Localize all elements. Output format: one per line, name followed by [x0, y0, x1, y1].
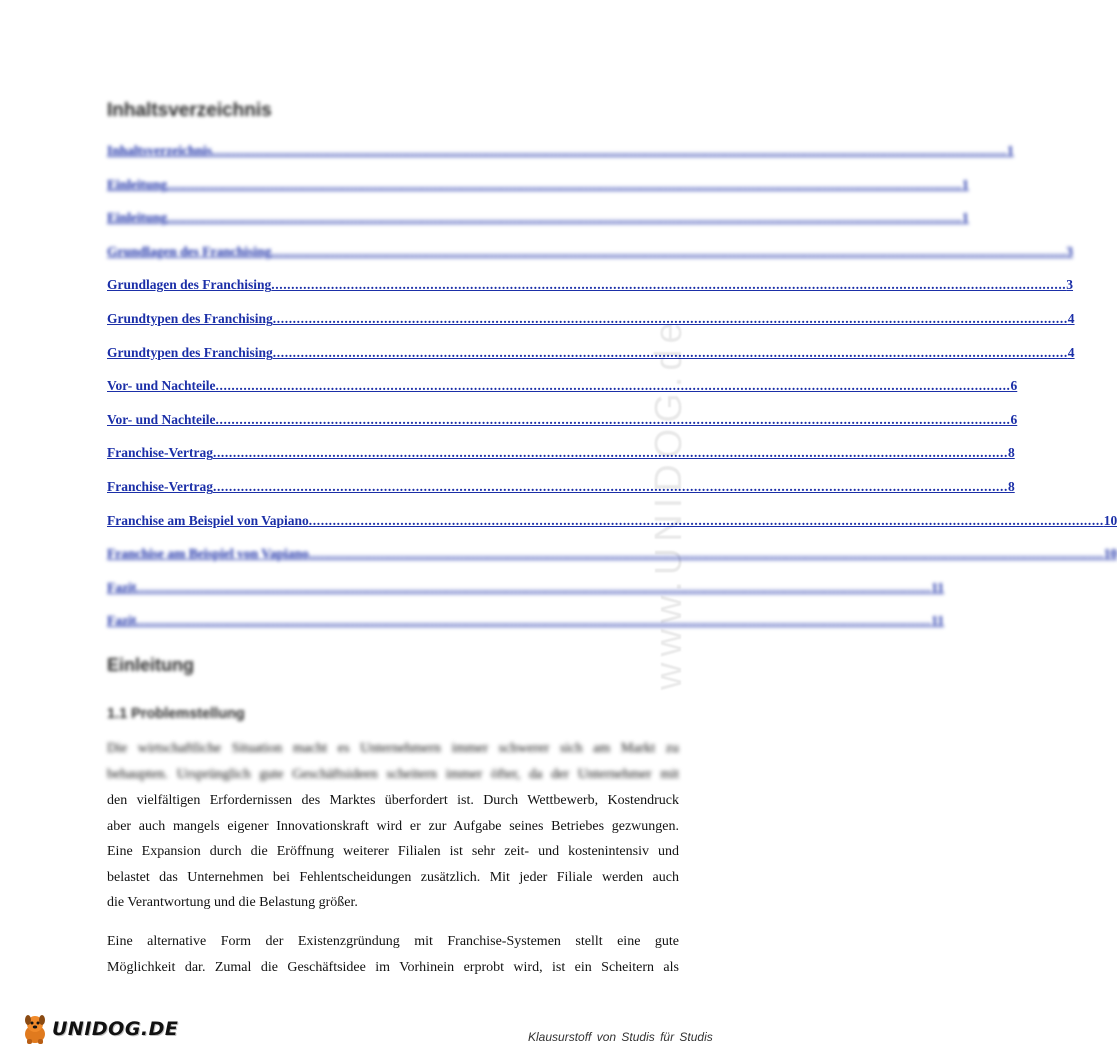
paragraph-1-blurred: [107, 736, 679, 787]
toc-entry-page: 3: [1066, 277, 1074, 293]
toc-leader-dots: ........................................................................................................................................................................................................: [308, 512, 1104, 528]
paragraph-2: [107, 929, 679, 980]
toc-entry-page: 1: [1007, 143, 1014, 158]
toc-entry[interactable]: [107, 344, 1075, 365]
toc-entry-page: 10: [1103, 546, 1117, 562]
toc-entry-label: Franchise am Beispiel von Vapiano: [107, 546, 309, 562]
toc-entry[interactable]: [107, 210, 969, 230]
toc-entry[interactable]: [107, 176, 969, 197]
toc-entry-label: Einleitung: [107, 176, 168, 192]
toc-entry-page: 6: [1010, 378, 1018, 394]
text-line: belastet das Unternehmen bei Fehlentscheidungen zusätzlich. Mit jeder Filiale werden auch: [107, 869, 679, 885]
toc-entry-label: Franchise am Beispiel von Vapiano: [107, 512, 309, 528]
text-line: aber auch mangels eigener Innovationskraft wird er zur Aufgabe seines Betriebes gezwungen.: [107, 818, 679, 834]
toc-entry-label: Franchise-Vertrag: [107, 445, 213, 461]
subsection-title: 1.1 Problemstellung: [107, 706, 245, 722]
toc-entry-label: Einleitung: [107, 210, 168, 226]
toc-leader-dots: ........................................................................................................................................................................................................: [271, 243, 1067, 259]
unidog-logo[interactable]: [18, 1012, 178, 1046]
toc-leader-dots: ........................................................................................................................................................................................................: [212, 143, 1008, 158]
toc-entry[interactable]: [107, 579, 945, 600]
toc-entry-page: 1: [962, 210, 969, 226]
text-line: Die wirtschaftliche Situation macht es Unternehmern immer schwerer sich am Markt zu: [107, 741, 679, 756]
section-title: Einleitung: [107, 655, 194, 675]
toc-entry-label: Vor- und Nachteile: [107, 378, 216, 394]
text-line: behaupten. Ursprünglich gute Geschäftsideen scheitern immer öfter, da der Unternehmer mit: [107, 766, 679, 782]
toc-entry-page: 4: [1067, 344, 1075, 360]
toc-leader-dots: ........................................................................................................................................................................................................: [136, 579, 932, 595]
toc-entry-label: Franchise-Vertrag: [107, 479, 213, 494]
toc-entry[interactable]: [107, 378, 1018, 398]
toc-leader-dots: ........................................................................................................................................................................................................: [215, 411, 1011, 427]
toc-leader-dots: ........................................................................................................................................................................................................: [272, 344, 1068, 360]
toc-entry[interactable]: [107, 479, 1015, 499]
toc-entry[interactable]: [107, 512, 1117, 533]
toc-leader-dots: ........................................................................................................................................................................................................: [308, 546, 1104, 562]
toc-entry-page: 11: [931, 613, 945, 629]
toc-entry-label: Vor- und Nachteile: [107, 411, 216, 427]
toc-leader-dots: ........................................................................................................................................................................................................: [167, 176, 963, 192]
toc-leader-dots: ........................................................................................................................................................................................................: [167, 210, 963, 226]
toc-entry-label: Fazit: [107, 579, 137, 595]
toc-entry-page: 11: [931, 579, 945, 595]
toc-entry-label: Grundtypen des Franchising: [107, 344, 273, 360]
watermark: www.UNIDOG.de: [648, 316, 690, 690]
toc-entry-page: 6: [1010, 411, 1018, 427]
toc-entry-label: Grundlagen des Franchising: [107, 277, 272, 293]
toc-leader-dots: ........................................................................................................................................................................................................: [212, 445, 1008, 461]
dog-mascot-icon: [18, 1012, 52, 1046]
toc-entry-page: 10: [1103, 512, 1117, 528]
toc-entry[interactable]: [107, 243, 1074, 264]
toc-entry[interactable]: [107, 445, 1015, 465]
toc-entry-label: Grundtypen des Franchising: [107, 311, 273, 326]
text-line: Eine alternative Form der Existenzgründung mit Franchise-Systemen stellt eine gute: [107, 934, 679, 949]
paragraph-1: [107, 788, 679, 916]
toc-entry[interactable]: [107, 613, 945, 633]
toc-entry-page: 8: [1007, 479, 1015, 494]
toc-leader-dots: ........................................................................................................................................................................................................: [136, 613, 932, 629]
toc-title: Inhaltsverzeichnis: [107, 100, 272, 121]
logo-text: UNIDOG.DE: [52, 1018, 179, 1040]
toc-leader-dots: ........................................................................................................................................................................................................: [272, 311, 1068, 326]
toc-entry[interactable]: [107, 143, 1014, 163]
footer-tagline: Klausurstoff von Studis für Studis: [528, 1030, 713, 1044]
toc-entry-label: Inhaltsverzeichnis: [107, 143, 213, 158]
toc-entry[interactable]: [107, 546, 1117, 566]
text-line: Eine Expansion durch die Eröffnung weiterer Filialen ist sehr zeit- und kostenintensiv und: [107, 844, 679, 860]
toc-leader-dots: ........................................................................................................................................................................................................: [271, 277, 1067, 293]
toc-entry-label: Fazit: [107, 613, 137, 629]
toc-entry-page: 8: [1007, 445, 1015, 461]
toc-leader-dots: ........................................................................................................................................................................................................: [212, 479, 1008, 494]
toc-entry[interactable]: [107, 411, 1018, 432]
toc-entry[interactable]: [107, 277, 1074, 297]
toc-leader-dots: ........................................................................................................................................................................................................: [215, 378, 1011, 394]
toc-entry-page: 3: [1066, 243, 1074, 259]
toc-entry[interactable]: [107, 311, 1075, 331]
toc-entry-page: 4: [1067, 311, 1075, 326]
text-line: die Verantwortung und die Belastung größer.: [107, 895, 358, 911]
text-line: Möglichkeit dar. Zumal die Geschäftsidee im Vorhinein erprobt wird, ist ein Scheitern als: [107, 959, 679, 975]
toc-entry-page: 1: [962, 176, 969, 192]
text-line: den vielfältigen Erfordernissen des Marktes überfordert ist. Durch Wettbewerb, Kostendruck: [107, 793, 679, 808]
toc-entry-label: Grundlagen des Franchising: [107, 243, 272, 259]
